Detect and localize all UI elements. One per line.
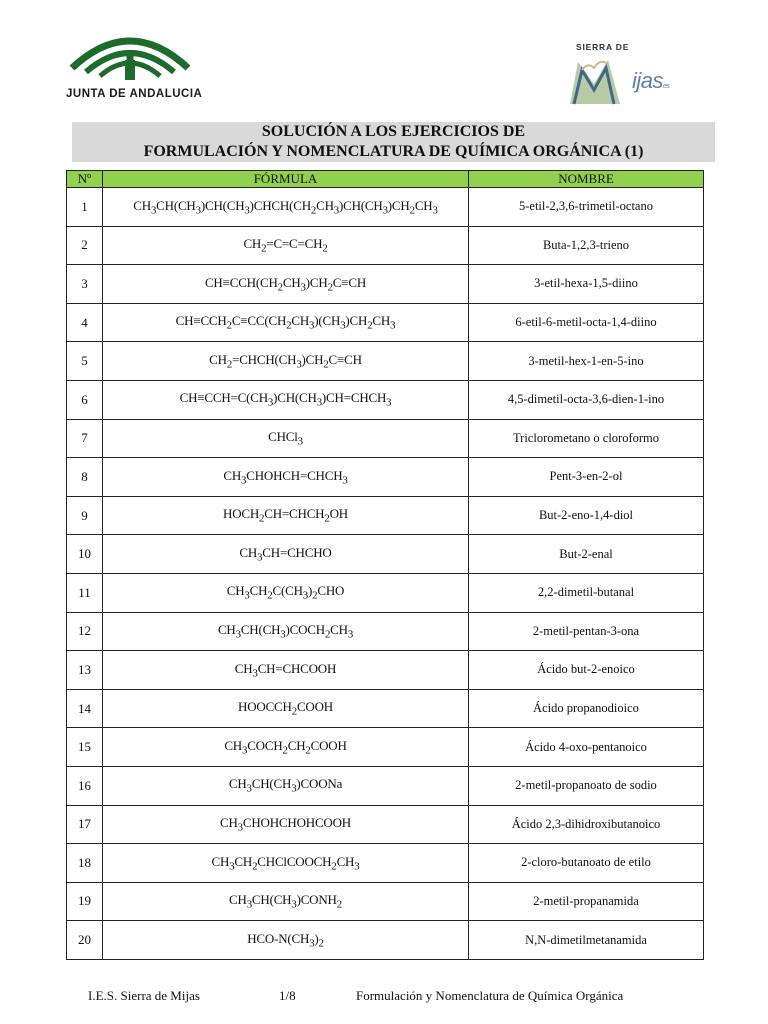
table-row — [67, 651, 704, 690]
row-name: Pent-3-en-2-ol — [469, 458, 704, 497]
row-number: 1 — [67, 188, 103, 227]
row-formula: $CH_3CH_2C(CH_3)_2CHO$ — [103, 573, 469, 612]
row-name: 4,5-dimetil-octa-3,6-dien-1-ino — [469, 380, 704, 419]
row-name: But-2-eno-1,4-diol — [469, 496, 704, 535]
table-row — [67, 303, 704, 342]
row-formula: $CH_3CH=CHCHO$ — [103, 535, 469, 574]
table-row — [67, 188, 704, 227]
table-row — [67, 419, 704, 458]
row-formula: $CH_3CH_2CHClCOOCH_2CH_3$ — [103, 844, 469, 883]
table-row — [67, 265, 704, 304]
row-number: 14 — [67, 689, 103, 728]
row-number: 12 — [67, 612, 103, 651]
row-number: 7 — [67, 419, 103, 458]
row-name: Triclorometano o cloroformo — [469, 419, 704, 458]
table-row — [67, 612, 704, 651]
row-number: 5 — [67, 342, 103, 381]
row-formula: $CH_3CH(CH_3)COCH_2CH_3$ — [103, 612, 469, 651]
row-name: 2-cloro-butanoato de etilo — [469, 844, 704, 883]
row-name: 2,2-dimetil-butanal — [469, 573, 704, 612]
row-formula: $CH_2=C=C=CH_2$ — [103, 226, 469, 265]
title-line-2: FORMULACIÓN Y NOMENCLATURA DE QUÍMICA ORGÁNICA (1) — [143, 143, 644, 160]
row-name: Ácido 2,3-dihidroxibutanoico — [469, 805, 704, 844]
sierra-logo-top-text: SIERRA DE — [576, 42, 630, 52]
row-number: 16 — [67, 766, 103, 805]
row-formula: $CH_3CH(CH_3)CH(CH_3)CHCH(CH_2CH_3)CH(CH_3)CH_2CH_3$ — [103, 188, 469, 227]
table-row — [67, 921, 704, 960]
table-row — [67, 342, 704, 381]
row-number: 15 — [67, 728, 103, 767]
row-name: 2-metil-pentan-3-ona — [469, 612, 704, 651]
page-footer — [0, 988, 768, 1006]
row-formula: $CH_2=CHCH(CH_3)CH_2C\equiv CH$ — [103, 342, 469, 381]
junta-emblem-icon — [68, 28, 192, 86]
row-number: 6 — [67, 380, 103, 419]
row-formula: $HOCH_2CH=CHCH_2OH$ — [103, 496, 469, 535]
row-number: 2 — [67, 226, 103, 265]
row-number: 11 — [67, 573, 103, 612]
row-name: Ácido propanodioico — [469, 689, 704, 728]
document-title — [72, 122, 715, 162]
table-row — [67, 689, 704, 728]
row-number: 13 — [67, 651, 103, 690]
row-number: 17 — [67, 805, 103, 844]
row-formula: $CH\equiv CCH_2C\equiv CC(CH_2CH_3)(CH_3)CH_2CH_3$ — [103, 303, 469, 342]
row-formula: $CH_3CH(CH_3)CONH_2$ — [103, 882, 469, 921]
footer-school: I.E.S. Sierra de Mijas — [88, 988, 200, 1003]
row-number: 19 — [67, 882, 103, 921]
table-row — [67, 226, 704, 265]
row-name: 2-metil-propanoato de sodio — [469, 766, 704, 805]
row-formula: $CH_3CH(CH_3)COONa$ — [103, 766, 469, 805]
table-row — [67, 766, 704, 805]
row-formula: $CH_3CH=CHCOOH$ — [103, 651, 469, 690]
row-number: 3 — [67, 265, 103, 304]
table-row — [67, 882, 704, 921]
row-formula: $CH\equiv CCH(CH_2CH_3)CH_2C\equiv CH$ — [103, 265, 469, 304]
row-formula: $CH\equiv CCH=C(CH_3)CH(CH_3)CH=CHCH_3$ — [103, 380, 469, 419]
row-name: 6-etil-6-metil-octa-1,4-diino — [469, 303, 704, 342]
row-formula: CHCl$_3$ — [103, 419, 469, 458]
table-row — [67, 496, 704, 535]
footer-page-number: 1/8 — [279, 988, 296, 1003]
table-row — [67, 380, 704, 419]
title-line-1: SOLUCIÓN A LOS EJERCICIOS DE — [261, 123, 526, 140]
mountain-m-icon — [568, 54, 638, 106]
table-header-row — [67, 171, 704, 188]
junta-de-andalucia-logo — [60, 28, 203, 106]
row-name: 5-etil-2,3,6-trimetil-octano — [469, 188, 704, 227]
row-number: 9 — [67, 496, 103, 535]
sierra-logo-word: ijases — [632, 68, 670, 93]
row-name: 3-metil-hex-1-en-5-ino — [469, 342, 704, 381]
row-number: 4 — [67, 303, 103, 342]
row-name: Buta-1,2,3-trieno — [469, 226, 704, 265]
row-formula: $CH_3CHOHCH=CHCH_3$ — [103, 458, 469, 497]
table-row — [67, 458, 704, 497]
row-name: Ácido but-2-enoico — [469, 651, 704, 690]
row-number: 20 — [67, 921, 103, 960]
header-name: NOMBRE — [469, 171, 704, 188]
sierra-de-mijas-logo — [568, 38, 698, 108]
table-row — [67, 573, 704, 612]
row-name: 3-etil-hexa-1,5-diino — [469, 265, 704, 304]
junta-logo-text: JUNTA DE ANDALUCIA — [66, 88, 203, 100]
header-number: Nº — [67, 171, 103, 188]
row-number: 10 — [67, 535, 103, 574]
row-formula: HCO-$N(CH_3)_2$ — [103, 921, 469, 960]
row-name: But-2-enal — [469, 535, 704, 574]
row-formula: $CH_3COCH_2CH_2COOH$ — [103, 728, 469, 767]
solutions-table — [66, 170, 704, 960]
row-formula: $HOOCCH_2COOH$ — [103, 689, 469, 728]
header-formula: FÓRMULA — [103, 171, 469, 188]
table-row — [67, 805, 704, 844]
row-number: 8 — [67, 458, 103, 497]
row-formula: $CH_3CHOHCHOHCOOH$ — [103, 805, 469, 844]
row-name: N,N-dimetilmetanamida — [469, 921, 704, 960]
table-row — [67, 844, 704, 883]
table-row — [67, 728, 704, 767]
table-row — [67, 535, 704, 574]
row-number: 18 — [67, 844, 103, 883]
row-name: 2-metil-propanamida — [469, 882, 704, 921]
footer-subject: Formulación y Nomenclatura de Química Orgánica — [356, 988, 624, 1003]
row-name: Ácido 4-oxo-pentanoico — [469, 728, 704, 767]
